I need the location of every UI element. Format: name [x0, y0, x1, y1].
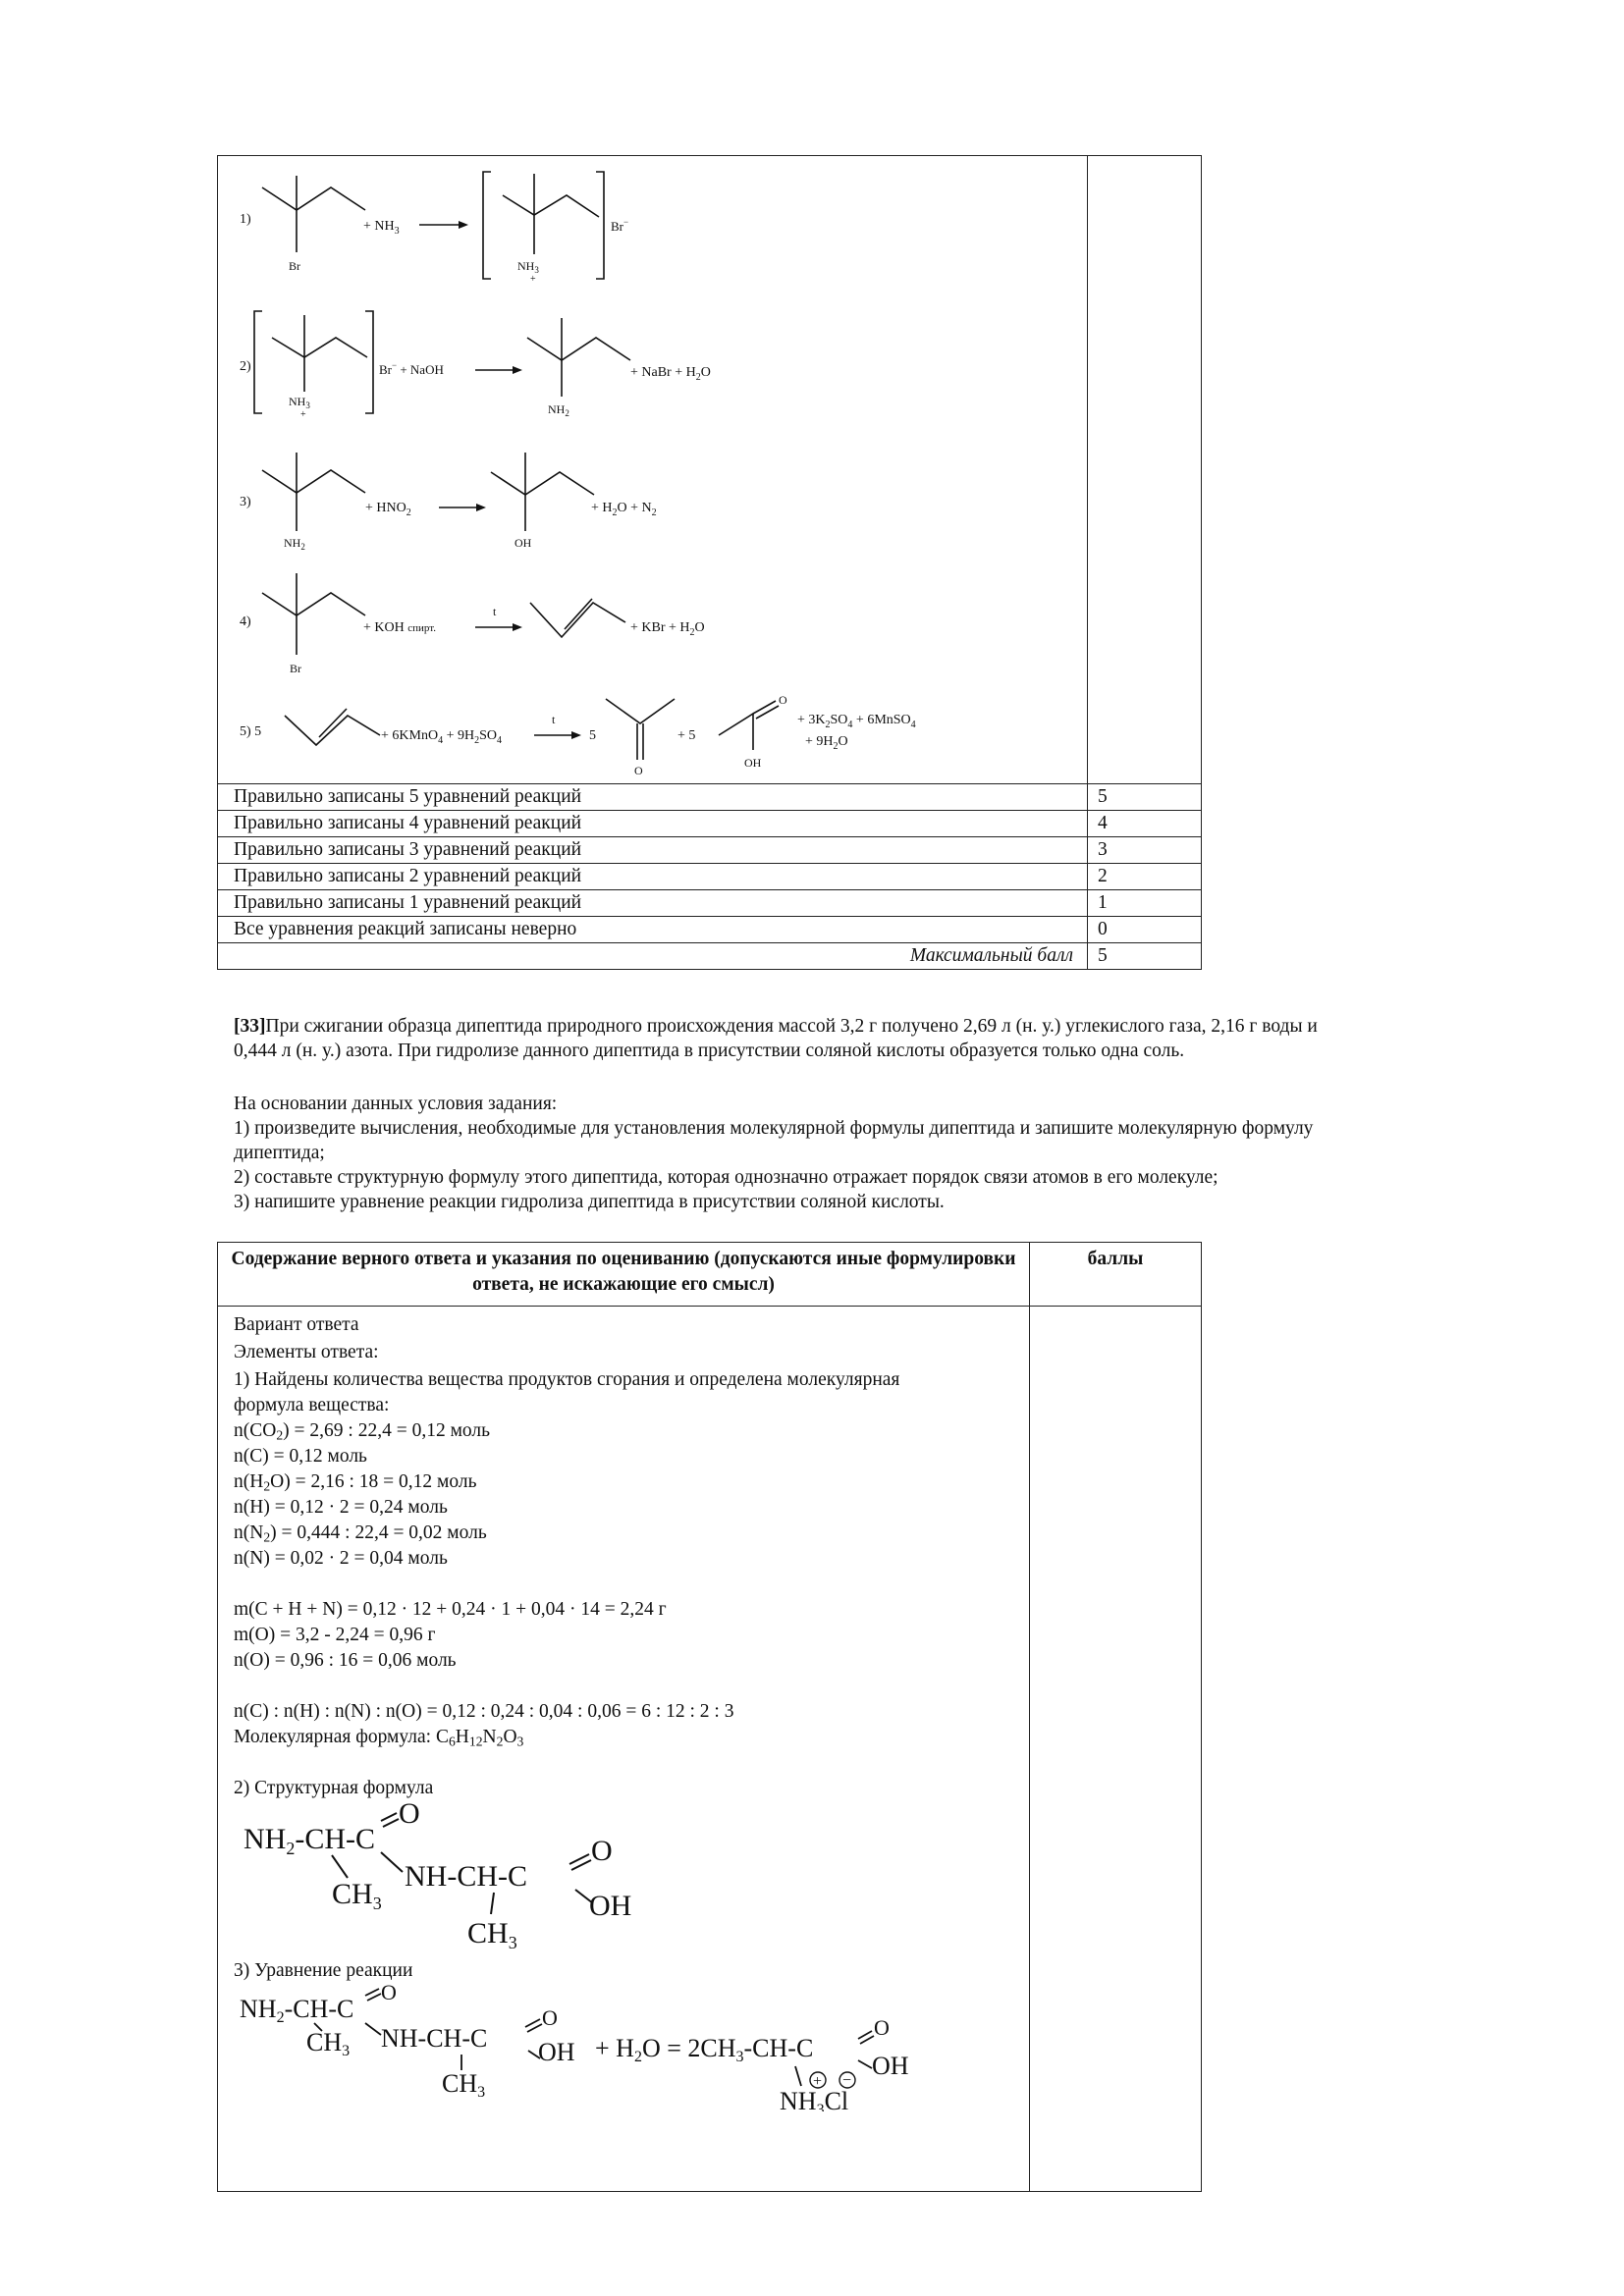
svg-text:O: O [634, 764, 643, 776]
score: 2 [1088, 864, 1202, 890]
svg-text:t: t [493, 605, 497, 618]
calc-ratio: n(C) : n(H) : n(N) : n(O) = 0,12 : 0,24 : 0,04 : 0,06 = 6 : 12 : 2 : 3 [234, 1701, 734, 1722]
svg-text:NH2-CH-C: $NH_2-CH-C$ [244, 1823, 376, 1858]
variant-label: Вариант ответа [234, 1314, 359, 1335]
reaction-4 [240, 573, 705, 675]
reaction-1 [240, 172, 628, 285]
svg-text:2): 2) [240, 359, 251, 374]
svg-text:+ H2O + N2: + $H_2O + N_2$ [591, 501, 657, 518]
svg-text:5) 5: 5) 5 [240, 724, 262, 739]
task-33-statement [234, 1014, 1500, 1063]
svg-text:O: O [591, 1835, 613, 1867]
svg-text:OH: OH [514, 536, 532, 550]
svg-text:NH3: $NH_3$ [289, 395, 310, 410]
step2-label: 2) Структурная формула [234, 1778, 434, 1798]
answer-header-content: Содержание верного ответа и указания по оцениванию (допускаются иные формулировки ответа, не искажающие его смысл) [218, 1243, 1030, 1307]
score: 1 [1088, 890, 1202, 917]
svg-text:+ 9H2O: + $9H_2O$ [805, 734, 848, 752]
calc-co2: $n(CO_2) = 2,69$ : 22,4 = 0,12 моль [234, 1420, 491, 1443]
svg-text:1): 1) [240, 212, 251, 227]
svg-text:CH3: $CH_3$ [467, 1917, 517, 1949]
svg-text:CH3: $CH_3$ [332, 1878, 382, 1913]
reactions-scheme-cell [218, 156, 1088, 784]
calc-n-o: n(O) = 0,96 : 16 = 0,06 моль [234, 1650, 457, 1671]
svg-text:+ 5: + 5 [677, 728, 696, 743]
task-33-instructions [234, 1092, 1500, 1214]
step3-label: 3) Уравнение реакции [234, 1960, 413, 1981]
svg-text:NH3Cl: NH3Cl [780, 2087, 849, 2111]
score-row [218, 837, 1202, 864]
criterion: Правильно записаны 5 уравнений реакций [218, 784, 1088, 811]
score-row [218, 917, 1202, 943]
task-text-2: 0,444 л (н. у.) азота. При гидролизе данного дипептида в присутствии соляной кислоты образуется только одна соль. [234, 1041, 1185, 1061]
reactions-scheme [218, 156, 1087, 776]
criterion: Правильно записаны 2 уравнений реакций [218, 864, 1088, 890]
svg-text:Br: Br [289, 259, 300, 273]
reaction-5 [240, 693, 916, 776]
reaction-2 [240, 311, 711, 420]
svg-text:+ KBr + H2O: + KBr + $H_2O$ [630, 620, 705, 638]
score: 3 [1088, 837, 1202, 864]
task-number: [33] [234, 1016, 266, 1037]
calc-n2: $n(N_2) = 0,444$ : 22,4 = 0,02 моль [234, 1522, 487, 1545]
task-item-1a: 1) произведите вычисления, необходимые для установления молекулярной формулы дипептида и запишите молекулярную формулу [234, 1118, 1314, 1139]
svg-text:OH: OH [538, 2038, 575, 2066]
svg-text:O: O [542, 2005, 558, 2030]
task-item-2: 2) составьте структурную формулу этого дипептида, которая однозначно отражает порядок связи атомов в его молекуле; [234, 1167, 1218, 1188]
svg-text:+ 6KMnO4 + 9H2SO4: + 6KMnO$_4$ + $9H_2SO_4$ [381, 728, 502, 746]
svg-text:5: 5 [589, 728, 596, 743]
score-row [218, 811, 1202, 837]
svg-text:NH2: $NH_2$ [284, 536, 305, 552]
svg-text:−: − [842, 2072, 852, 2089]
svg-text:O: O [779, 693, 787, 707]
answer-score-cell [1030, 1307, 1202, 2192]
svg-text:NH2: $NH_2$ [548, 402, 569, 418]
calc-m-o: m(O) = 3,2 - 2,24 = 0,96 г [234, 1625, 436, 1645]
svg-text:CH3: CH3 [306, 2028, 351, 2059]
calc-c: n(C) = 0,12 моль [234, 1446, 367, 1467]
svg-text:+: + [300, 409, 306, 420]
svg-text:Br− + NaOH: Br− + NaOH [379, 360, 444, 377]
reactions-score-cell [1088, 156, 1202, 784]
svg-text:Br: Br [290, 662, 301, 675]
svg-text:+ 3K2SO4 + 6MnSO4: + $3K_2SO_4$ + 6MnSO$_4$ [797, 713, 916, 730]
score: 4 [1088, 811, 1202, 837]
svg-text:NH2-CH-C: NH2-CH-C [240, 1995, 354, 2026]
svg-text:NH-CH-C: NH-CH-C [405, 1860, 527, 1893]
answer-header-score: баллы [1030, 1243, 1202, 1307]
svg-text:+ NH3: + $NH_3$ [363, 219, 400, 237]
step1-line1: 1) Найдены количества вещества продуктов сгорания и определена молекулярная [234, 1369, 900, 1390]
score-row [218, 784, 1202, 811]
score-row [218, 864, 1202, 890]
svg-text:+: + [813, 2073, 823, 2090]
calc-n: n(N) = 0,02 · 2 = 0,04 моль [234, 1548, 448, 1569]
svg-text:O: O [381, 1984, 397, 2004]
answer-body [218, 1307, 1030, 2192]
max-score-row [218, 943, 1202, 970]
hydrolysis-equation [234, 1984, 921, 2111]
max-score-value: 5 [1088, 943, 1202, 970]
svg-text:t: t [552, 713, 556, 726]
svg-text:+ KOH спирт.: + KOH спирт. [363, 620, 436, 635]
calc-h: n(H) = 0,12 · 2 = 0,24 моль [234, 1497, 448, 1518]
calc-h2o: $n(H_2O) = 2,16$ : 18 = 0,12 моль [234, 1471, 477, 1494]
calc-m-chn: m(C + H + N) = 0,12 · 12 + 0,24 · 1 + 0,04 · 14 = 2,24 г [234, 1599, 667, 1620]
task-item-1b: дипептида; [234, 1143, 325, 1163]
svg-text:4): 4) [240, 614, 251, 629]
max-score-label: Максимальный балл [218, 943, 1088, 970]
structural-formula [234, 1801, 656, 1949]
elements-label: Элементы ответа: [234, 1342, 379, 1362]
svg-text:OH: OH [744, 756, 762, 770]
criterion: Правильно записаны 3 уравнений реакций [218, 837, 1088, 864]
svg-text:OH: OH [589, 1890, 632, 1922]
molecular-formula: Молекулярная формула: $C_6H_{12}N_2O_3$ [234, 1727, 524, 1749]
svg-text:NH-CH-C: NH-CH-C [381, 2024, 488, 2053]
svg-text:OH: OH [872, 2052, 909, 2080]
svg-text:+ HNO2: + $HNO_2$ [365, 501, 411, 518]
svg-text:+: + [530, 274, 536, 285]
task-text-1: При сжигании образца дипептида природного происхождения массой 3,2 г получено 2,69 л (н. у.) углекислого газа, 2,16 г воды и [265, 1016, 1318, 1037]
svg-text:O: O [874, 2015, 890, 2040]
svg-text:3): 3) [240, 495, 251, 509]
svg-text:NH3: $NH_3$ [517, 259, 539, 275]
criterion: Правильно записаны 4 уравнений реакций [218, 811, 1088, 837]
task-intro: На основании данных условия задания: [234, 1094, 558, 1114]
criterion: Все уравнения реакций записаны неверно [218, 917, 1088, 943]
reactions-scoring-table [217, 155, 1202, 970]
score-row [218, 890, 1202, 917]
svg-text:CH3: CH3 [442, 2069, 486, 2101]
task-item-3: 3) напишите уравнение реакции гидролиза дипептида в присутствии соляной кислоты. [234, 1192, 945, 1212]
answer-table [217, 1242, 1202, 2192]
score: 0 [1088, 917, 1202, 943]
svg-text:O: O [399, 1801, 420, 1830]
svg-text:+ NaBr + H2O: + NaBr + $H_2O$ [630, 365, 711, 383]
reaction-3 [240, 453, 657, 552]
step1-line2: формула вещества: [234, 1395, 390, 1415]
criterion: Правильно записаны 1 уравнений реакций [218, 890, 1088, 917]
svg-text:+ H2O = 2CH3-CH-C: + H2O = 2CH3-CH-C [595, 2034, 814, 2065]
score: 5 [1088, 784, 1202, 811]
svg-text:Br−: Br− [611, 217, 629, 234]
